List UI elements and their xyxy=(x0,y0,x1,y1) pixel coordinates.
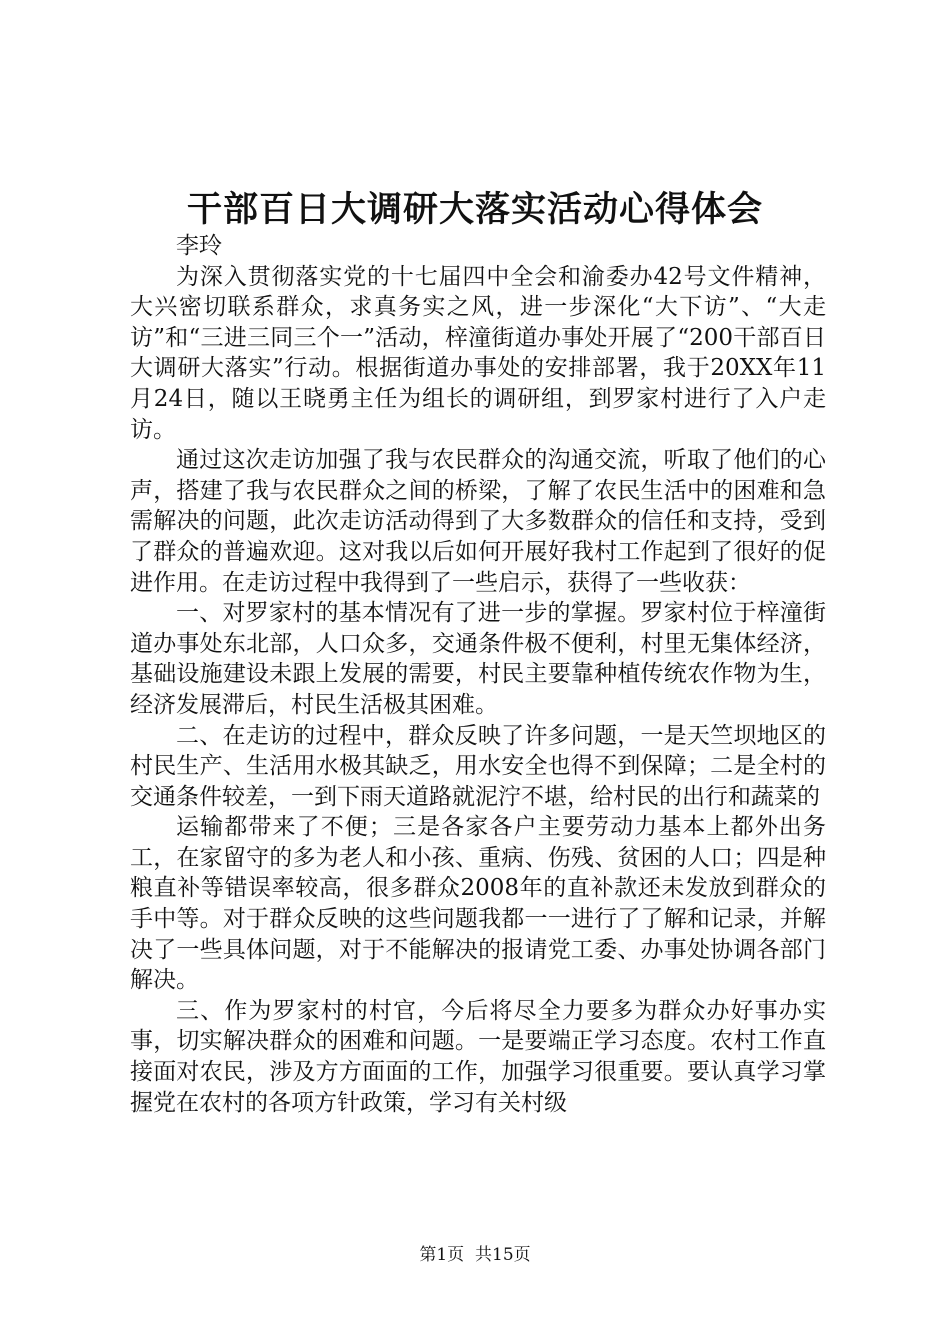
paragraph-4: 二、在走访的过程中，群众反映了许多问题，一是天竺坝地区的村民生产、生活用水极其缺乏，用水安全也得不到保障；二是全村的交通条件较差，一到下雨天道路就泥泞不堪，给村民的出行和蔬菜的 xyxy=(130,722,826,810)
author-line: 李玲 xyxy=(176,233,222,259)
document-body xyxy=(130,231,826,1118)
paragraph-5: 运输都带来了不便；三是各家各户主要劳动力基本上都外出务工，在家留守的多为老人和小孩、重病、伤残、贫困的人口；四是种粮直补等错误率较高，很多群众2008年的直补款还未发放到群众的手中等。对于群众反映的这些问题我都一一进行了了解和记录，并解决了一些具体问题，对于不能解决的报请党工委、办事处协调各部门解决。 xyxy=(130,814,826,994)
footer-separator xyxy=(464,1245,475,1265)
page-footer xyxy=(0,1243,950,1267)
paragraph-1: 为深入贯彻落实党的十七届四中全会和渝委办42号文件精神，大兴密切联系群众，求真务实之风，进一步深化“大下访”、“大走访”和“三进三同三个一”活动，梓潼街道办事处开展了“200干部百日大调研大落实”行动。根据街道办事处的安排部署，我于20XX年11月24日，随以王晓勇主任为组长的调研组，到罗家村进行了入户走访。 xyxy=(130,263,826,443)
document-title: 干部百日大调研大落实活动心得体会 xyxy=(186,189,763,230)
page-number: 第1页 xyxy=(419,1245,465,1265)
paragraph-2: 通过这次走访加强了我与农民群众的沟通交流，听取了他们的心声，搭建了我与农民群众之间的桥梁，了解了农民生活中的困难和急需解决的问题，此次走访活动得到了大多数群众的信任和支持，受到了群众的普遍欢迎。这对我以后如何开展好我村工作起到了很好的促进作用。在走访过程中我得到了一些启示，获得了一些收获： xyxy=(130,447,826,596)
page-total: 共15页 xyxy=(475,1245,531,1265)
paragraph-3: 一、对罗家村的基本情况有了进一步的掌握。罗家村位于梓潼街道办事处东北部，人口众多，交通条件极不便利，村里无集体经济，基础设施建设未跟上发展的需要，村民主要靠种植传统农作物为生，经济发展滞后，村民生活极其困难。 xyxy=(130,600,826,718)
paragraph-6: 三、作为罗家村的村官，今后将尽全力要多为群众办好事办实事，切实解决群众的困难和问题。一是要端正学习态度。农村工作直接面对农民，涉及方方面面的工作，加强学习很重要。要认真学习掌握党在农村的各项方针政策，学习有关村级 xyxy=(130,997,826,1116)
